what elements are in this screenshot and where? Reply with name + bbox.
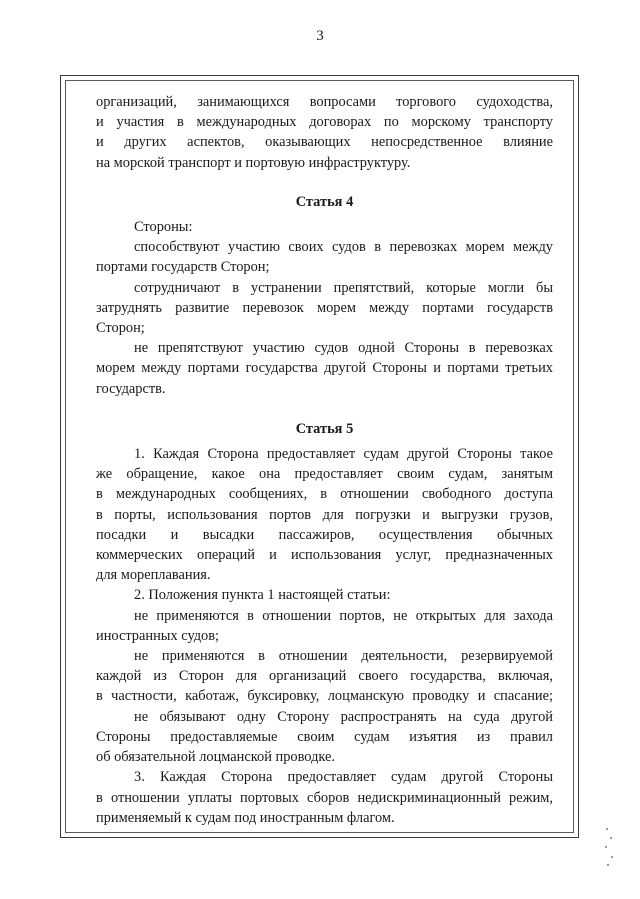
text-line: на морской транспорт и портовую инфраструктуру.	[96, 154, 411, 171]
text-line: сотрудничают в устранении препятствий, которые могли бы	[134, 279, 553, 296]
text-line: в частности, каботаж, буксировку, лоцманскую проводку и спасание;	[96, 688, 553, 705]
intro-paragraph	[96, 92, 553, 173]
scan-edge-marks	[604, 828, 616, 868]
text-line: не обязывают одну Сторону распространять на суда другой	[134, 708, 553, 725]
text-line: для мореплавания.	[96, 567, 211, 584]
article-4-title: Статья 4	[295, 193, 354, 210]
text-line: в отношении уплаты портовых сборов недискриминационный режим,	[96, 789, 553, 806]
text-line: в международных сообщениях, в отношении свободного доступа	[96, 486, 553, 503]
text-line: коммерческих операций и использования услуг, предназначенных	[96, 547, 553, 564]
document-body	[96, 92, 553, 828]
text-line: 2. Положения пункта 1 настоящей статьи:	[134, 587, 391, 604]
text-line: Сторон;	[96, 320, 145, 337]
text-line: каждой из Сторон для организаций своего государства, включая,	[96, 668, 553, 685]
text-line: портами государств Сторон;	[96, 259, 270, 276]
text-line: посадки и высадки пассажиров, осуществления обычных	[96, 526, 553, 543]
text-line: не применяются в отношении деятельности, резервируемой	[134, 648, 553, 665]
text-line: и других аспектов, оказывающих непосредственное влияние	[96, 134, 553, 151]
text-line: морем между портами государства другой Стороны и портами третьих	[96, 360, 553, 377]
text-line: не препятствуют участию судов одной Стороны в перевозках	[134, 340, 553, 357]
text-line: применяемый к судам под иностранным флагом.	[96, 809, 395, 826]
text-line: не применяются в отношении портов, не открытых для захода	[134, 607, 553, 624]
text-line: Стороны предоставляемые своим судам изъятия из правил	[96, 728, 553, 745]
text-line: государств.	[96, 380, 166, 397]
text-line: затруднять развитие перевозок морем между портами государств	[96, 299, 553, 316]
text-line: иностранных судов;	[96, 627, 220, 644]
article-4-body	[96, 217, 553, 399]
article-5-title: Статья 5	[295, 420, 354, 437]
text-line: способствуют участию своих судов в перевозках морем между	[134, 239, 553, 256]
text-line: об обязательной лоцманской проводке.	[96, 749, 336, 766]
page-number: 3	[316, 28, 324, 44]
text-line: Стороны:	[134, 219, 193, 236]
text-line: организаций, занимающихся вопросами торгового судоходства,	[96, 94, 553, 110]
text-line: 1. Каждая Сторона предоставляет судам другой Стороны такое	[134, 446, 553, 463]
text-line: в порты, использования портов для погрузки и выгрузки грузов,	[96, 506, 553, 523]
article-5-body	[96, 444, 553, 828]
text-line: 3. Каждая Сторона предоставляет судам другой Стороны	[134, 769, 553, 786]
text-line: и участия в международных договорах по морскому транспорту	[96, 114, 553, 131]
text-line: же обращение, какое она предоставляет своим судам, занятым	[96, 466, 553, 483]
